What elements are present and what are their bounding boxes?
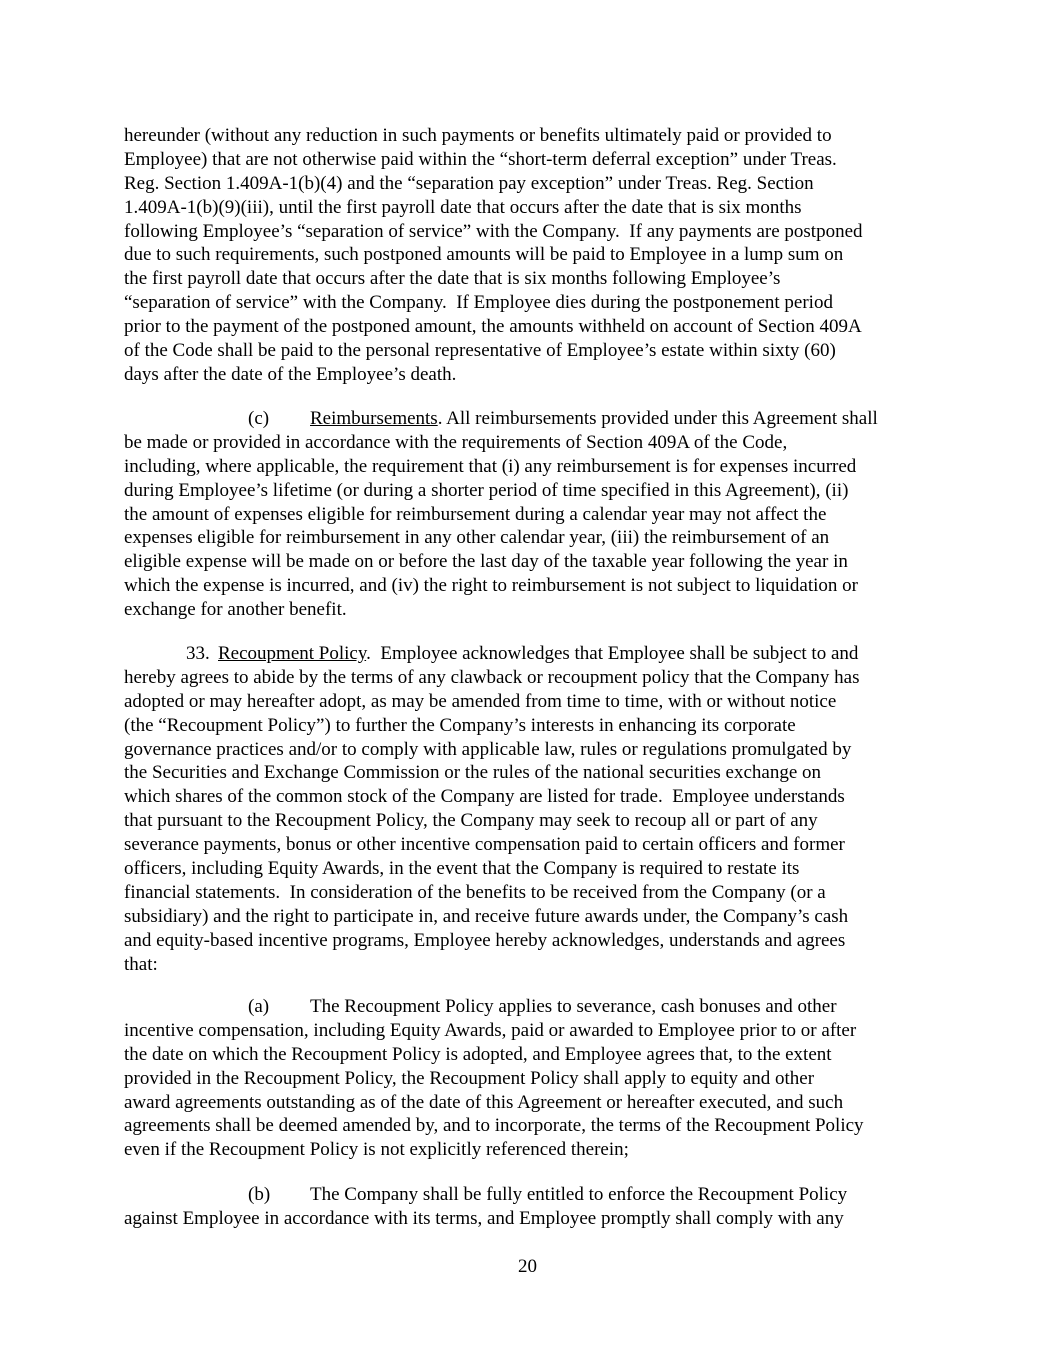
- first-line-rest: The Company shall be fully entitled to enforce the Recoupment Policy: [310, 1184, 848, 1205]
- text-line: hereunder (without any reduction in such payments or benefits ultimately paid or provided to: [124, 125, 832, 146]
- text-line: (the “Recoupment Policy”) to further the Company’s interests in enhancing its corporate: [124, 714, 796, 736]
- text-line: Employee) that are not otherwise paid within the “short-term deferral exception” under Treas.: [124, 148, 837, 170]
- text-line: that:: [124, 953, 158, 975]
- text-line: against Employee in accordance with its terms, and Employee promptly shall comply with any: [124, 1207, 844, 1229]
- text-line: 1.409A-1(b)(9)(iii), until the first payroll date that occurs after the date that is six months: [124, 196, 802, 218]
- text-line: eligible expense will be made on or before the last day of the taxable year following the year in: [124, 551, 848, 573]
- text-line: due to such requirements, such postponed amounts will be paid to Employee in a lump sum on: [124, 244, 844, 266]
- section-label: (b): [248, 1184, 271, 1205]
- text-line: financial statements. In consideration of the benefits to be received from the Company (or a: [124, 881, 826, 903]
- paragraph: [124, 407, 944, 622]
- first-line-rest: . Employee acknowledges that Employee shall be subject to and: [366, 643, 859, 664]
- page-number: 20: [518, 1256, 537, 1277]
- section-heading: Recoupment Policy: [218, 643, 367, 664]
- text-line: which the expense is incurred, and (iv) the right to reimbursement is not subject to liquidation or: [124, 575, 858, 597]
- text-line: prior to the payment of the postponed amount, the amounts withheld on account of Section 409A: [124, 316, 862, 338]
- text-line: award agreements outstanding as of the date of this Agreement or hereafter executed, and such: [124, 1091, 844, 1113]
- text-line: adopted or may hereafter adopt, as may be amended from time to time, with or without notice: [124, 690, 837, 712]
- paragraph-first-line: [124, 1183, 944, 1207]
- text-line: the date on which the Recoupment Policy is adopted, and Employee agrees that, to the extent: [124, 1043, 832, 1065]
- text-line: the amount of expenses eligible for reimbursement during a calendar year may not affect the: [124, 503, 827, 525]
- text-line: exchange for another benefit.: [124, 599, 347, 621]
- text-line: agreements shall be deemed amended by, and to incorporate, the terms of the Recoupment Policy: [124, 1115, 864, 1137]
- section-label: (a): [248, 996, 270, 1017]
- line-text: [310, 995, 837, 1019]
- text-line: during Employee’s lifetime (or during a shorter period of time specified in this Agreement), (ii): [124, 479, 849, 501]
- text-line: governance practices and/or to comply with applicable law, rules or regulations promulgated by: [124, 738, 852, 760]
- text-line: days after the date of the Employee’s death.: [124, 363, 457, 385]
- text-line: subsidiary) and the right to participate in, and receive future awards under, the Company’s cash: [124, 905, 849, 927]
- text-line: hereby agrees to abide by the terms of any clawback or recoupment policy that the Company has: [124, 666, 860, 688]
- text-line: severance payments, bonus or other incentive compensation paid to certain officers and former: [124, 834, 845, 856]
- line-text: [310, 1183, 847, 1207]
- section-label: 33.: [186, 643, 210, 664]
- paragraph-first-line: [124, 642, 944, 666]
- text-line: officers, including Equity Awards, in the event that the Company is required to restate its: [124, 858, 800, 880]
- section-label: (c): [248, 408, 270, 429]
- paragraph-first-line: [124, 995, 944, 1019]
- text-line: including, where applicable, the requirement that (i) any reimbursement is for expenses incurred: [124, 455, 857, 477]
- paragraph: [124, 1183, 944, 1231]
- paragraph: [124, 124, 944, 387]
- text-line: of the Code shall be paid to the personal representative of Employee’s estate within sixty (60): [124, 340, 836, 362]
- text-line: provided in the Recoupment Policy, the Recoupment Policy shall apply to equity and other: [124, 1067, 815, 1089]
- text-line: the Securities and Exchange Commission or the rules of the national securities exchange on: [124, 762, 821, 784]
- text-line: be made or provided in accordance with the requirements of Section 409A of the Code,: [124, 431, 788, 453]
- text-line: and equity-based incentive programs, Employee hereby acknowledges, understands and agrees: [124, 929, 846, 951]
- text-line: the first payroll date that occurs after the date that is six months following Employee’s: [124, 268, 781, 290]
- text-line: incentive compensation, including Equity Awards, paid or awarded to Employee prior to or after: [124, 1019, 857, 1041]
- paragraph: [124, 642, 944, 976]
- line-text: [218, 642, 858, 666]
- text-line: that pursuant to the Recoupment Policy, the Company may seek to recoup all or part of any: [124, 810, 818, 832]
- text-line: Reg. Section 1.409A-1(b)(4) and the “separation pay exception” under Treas. Reg. Section: [124, 172, 814, 194]
- paragraph: [124, 995, 944, 1162]
- text-line: which shares of the common stock of the Company are listed for trade. Employee understands: [124, 786, 845, 808]
- section-heading: Reimbursements: [310, 408, 438, 429]
- text-line: “separation of service” with the Company. If Employee dies during the postponement period: [124, 292, 833, 314]
- line-text: [310, 407, 878, 431]
- text-line: even if the Recoupment Policy is not explicitly referenced therein;: [124, 1139, 629, 1161]
- text-line: following Employee’s “separation of service” with the Company. If any payments are postponed: [124, 220, 863, 242]
- first-line-rest: . All reimbursements provided under this Agreement shall: [437, 408, 878, 429]
- paragraph-first-line: [124, 407, 944, 431]
- text-line: expenses eligible for reimbursement in any other calendar year, (iii) the reimbursement of an: [124, 527, 830, 549]
- first-line-rest: The Recoupment Policy applies to severance, cash bonuses and other: [310, 996, 837, 1017]
